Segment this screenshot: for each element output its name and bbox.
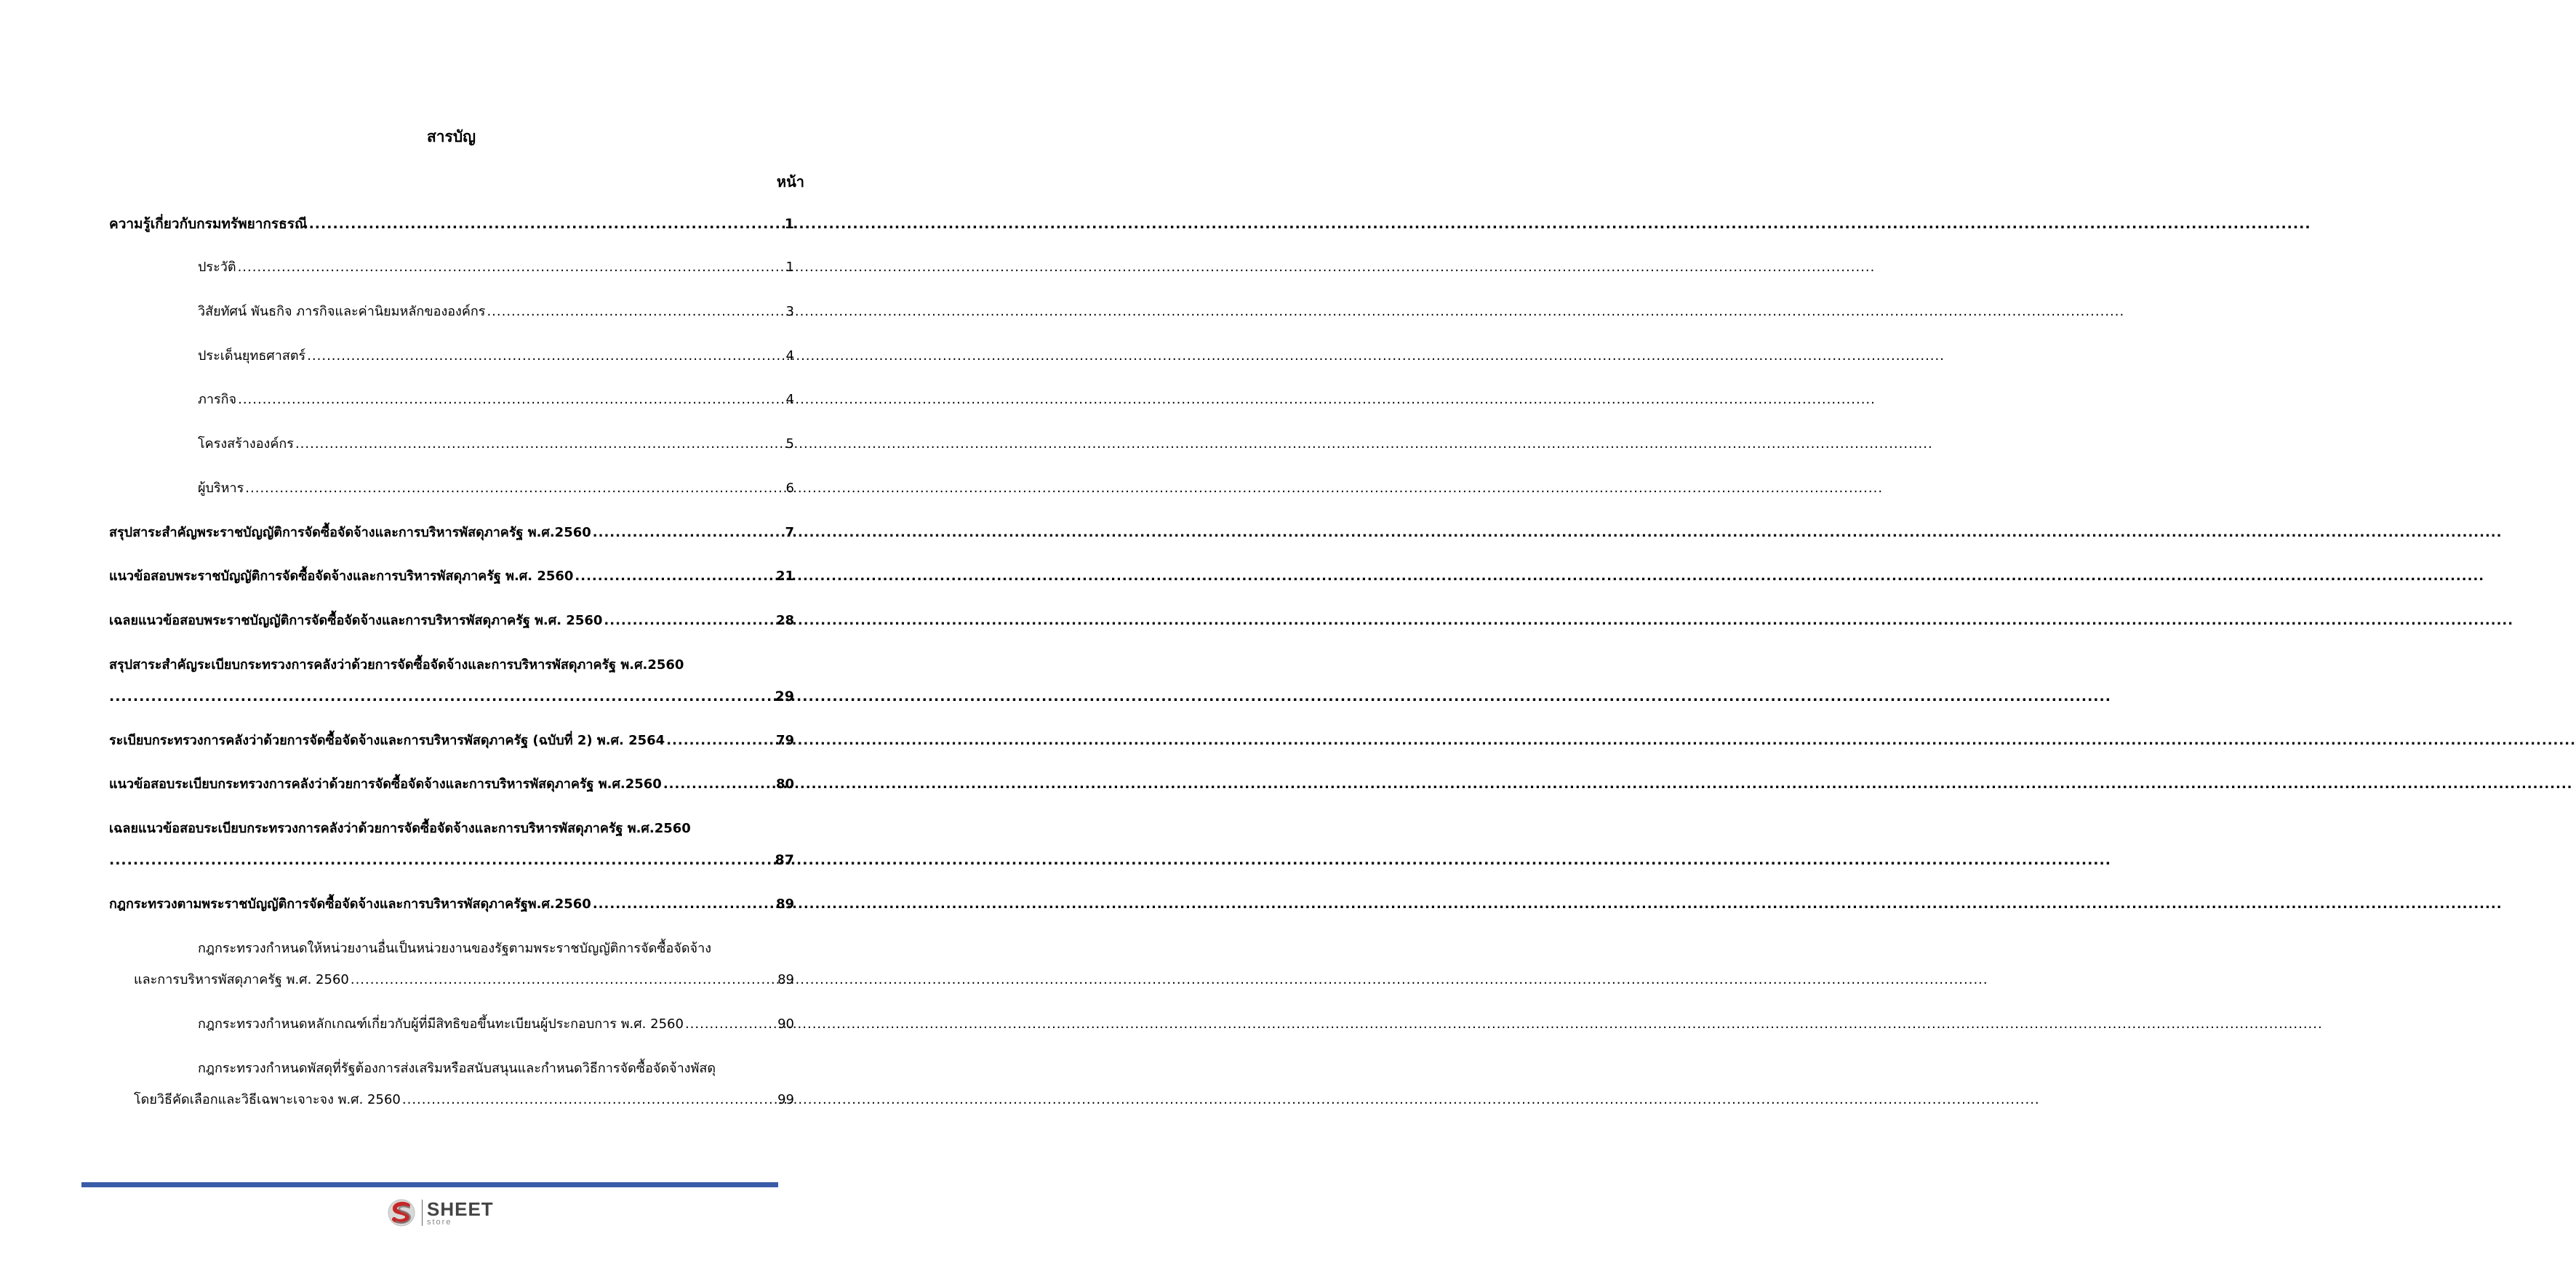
- toc-leader: [295, 436, 785, 453]
- toc-entry-page: 4: [785, 392, 794, 407]
- toc-leader: [109, 688, 774, 705]
- toc-entry[interactable]: [198, 1016, 794, 1033]
- toc-entry-leader-line: [109, 688, 794, 705]
- toc-entry-page: 3: [785, 304, 794, 319]
- toc-leader: [309, 215, 783, 233]
- toc-entry-page: 4: [785, 348, 794, 364]
- toc-entry[interactable]: [198, 303, 794, 321]
- toc-entry-page: 6: [785, 481, 794, 496]
- toc-entry-title-line2: [134, 971, 794, 989]
- toc-entry-title: แนวข้อสอบระเบียบกระทรวงการคลังว่าด้วยการจัดซื้อจัดจ้างและการบริหารพัสดุภาครัฐ พ.ศ.2560: [109, 777, 662, 792]
- toc-entry[interactable]: [198, 348, 794, 365]
- toc-entry-title: โดยวิธีคัดเลือกและวิธีเฉพาะเจาะจง พ.ศ. 2560: [134, 1092, 401, 1107]
- toc-entry-title: สรุปสาระสำคัญระเบียบกระทรวงการคลังว่าด้วยการจัดซื้อจัดจ้างและการบริหารพัสดุภาครัฐ พ.ศ.2560: [109, 657, 684, 673]
- toc-entry[interactable]: [198, 391, 794, 409]
- toc-leader: [666, 732, 775, 750]
- toc-entry-title: ความรู้เกี่ยวกับกรมทรัพยากรธรณี: [109, 216, 308, 232]
- toc-entry-page: 79: [775, 733, 794, 748]
- toc-entry[interactable]: [109, 776, 794, 793]
- toc-leader: [487, 303, 784, 321]
- toc-entry-title: โครงสร้างองค์กร: [198, 436, 294, 452]
- toc-entry-page: 1: [784, 216, 794, 232]
- toc-entry-title: ประวัติ: [198, 260, 236, 275]
- toc-entry-title-line1: กฎกระทรวงกำหนดให้หน่วยงานอื่นเป็นหน่วยงานของรัฐตามพระราชบัญญัติการจัดซื้อจัดจ้าง: [198, 941, 711, 956]
- toc-entry-title: แนวข้อสอบพระราชบัญญัติการจัดซื้อจัดจ้างและการบริหารพัสดุภาครัฐ พ.ศ. 2560: [109, 569, 574, 584]
- toc-entry-page: 28: [775, 613, 794, 628]
- page-title: สารบัญ: [426, 128, 476, 145]
- toc-entry-title: และการบริหารพัสดุภาครัฐ พ.ศ. 2560: [134, 972, 349, 987]
- toc-entry-page: 29: [775, 689, 794, 705]
- toc-leader: [663, 776, 775, 793]
- toc-entry-page: 7: [785, 525, 794, 540]
- toc-entry[interactable]: [109, 524, 794, 542]
- toc-entry-title: กฎกระทรวงตามพระราชบัญญัติการจัดซื้อจัดจ้างและการบริหารพัสดุภาครัฐพ.ศ.2560: [109, 896, 591, 912]
- toc-entry-title: ผู้บริหาร: [198, 481, 244, 496]
- toc-leader: [402, 1091, 776, 1109]
- toc-leader: [593, 524, 784, 542]
- toc-entry-title-line2: [134, 1091, 794, 1109]
- toc-leader: [238, 259, 785, 276]
- toc-leader: [575, 568, 775, 585]
- toc-leader: [238, 391, 784, 409]
- toc-entry-leader-line: [109, 851, 794, 869]
- toc-entry-page: 21: [775, 569, 794, 584]
- toc-entry-title: ประเด็นยุทธศาสตร์: [198, 348, 306, 364]
- toc-entry-page: 89: [777, 972, 794, 987]
- toc-entry-page: 90: [777, 1016, 794, 1032]
- toc-entry-title: วิสัยทัศน์ พันธกิจ ภารกิจและค่านิยมหลักขององค์กร: [198, 304, 486, 319]
- toc-entry-title: เฉลยแนวข้อสอบพระราชบัญญัติการจัดซื้อจัดจ้างและการบริหารพัสดุภาครัฐ พ.ศ. 2560: [109, 613, 603, 628]
- toc-entry-page: 99: [777, 1092, 794, 1107]
- logo-separator: [422, 1200, 423, 1226]
- logo-brand-sub: store: [427, 1217, 452, 1227]
- toc-entry[interactable]: [109, 215, 794, 233]
- toc-entry-page: 5: [785, 436, 794, 452]
- toc-entry[interactable]: [198, 436, 794, 453]
- footer-rule: [81, 1182, 778, 1187]
- sheet-store-logo-icon: [387, 1198, 417, 1227]
- toc-entry-title: เฉลยแนวข้อสอบระเบียบกระทรวงการคลังว่าด้วยการจัดซื้อจัดจ้างและการบริหารพัสดุภาครัฐ พ.ศ.2560: [109, 821, 691, 836]
- toc-entry-page: 89: [775, 896, 794, 912]
- toc-leader: [685, 1016, 776, 1033]
- logo-text: [427, 1197, 494, 1227]
- brand-logo: [387, 1198, 494, 1227]
- page-column-label: หน้า: [776, 173, 804, 190]
- toc-entry-title: สรุปสาระสำคัญพระราชบัญญัติการจัดซื้อจัดจ้างและการบริหารพัสดุภาครัฐ พ.ศ.2560: [109, 525, 591, 540]
- toc-leader: [593, 896, 775, 913]
- toc-entry[interactable]: [109, 568, 794, 585]
- toc-leader: [351, 971, 776, 989]
- toc-leader: [307, 348, 784, 365]
- toc-entry[interactable]: [109, 612, 794, 630]
- toc-leader: [245, 480, 784, 497]
- toc-entry[interactable]: [198, 259, 794, 276]
- logo-brand: SHEET: [427, 1197, 494, 1220]
- toc-entry-page: 80: [775, 777, 794, 792]
- toc-leader: [109, 851, 774, 869]
- toc-entry-title: ระเบียบกระทรวงการคลังว่าด้วยการจัดซื้อจัดจ้างและการบริหารพัสดุภาครัฐ (ฉบับที่ 2) พ.ศ. 2564: [109, 733, 665, 748]
- toc-entry[interactable]: [109, 732, 794, 750]
- toc-entry-title: กฎกระทรวงกำหนดหลักเกณฑ์เกี่ยวกับผู้ที่มีสิทธิขอขึ้นทะเบียนผู้ประกอบการ พ.ศ. 2560: [198, 1016, 684, 1032]
- toc-entry[interactable]: [109, 896, 794, 913]
- toc-entry-title-line1: กฎกระทรวงกำหนดพัสดุที่รัฐต้องการส่งเสริมหรือสนับสนุนและกำหนดวิธีการจัดซื้อจัดจ้างพัสดุ: [198, 1061, 716, 1076]
- toc-entry-page: 87: [775, 852, 794, 868]
- toc-entry[interactable]: [198, 480, 794, 497]
- toc-leader: [604, 612, 775, 630]
- toc-entry-page: 1: [785, 260, 794, 275]
- toc-entry-title: ภารกิจ: [198, 392, 237, 407]
